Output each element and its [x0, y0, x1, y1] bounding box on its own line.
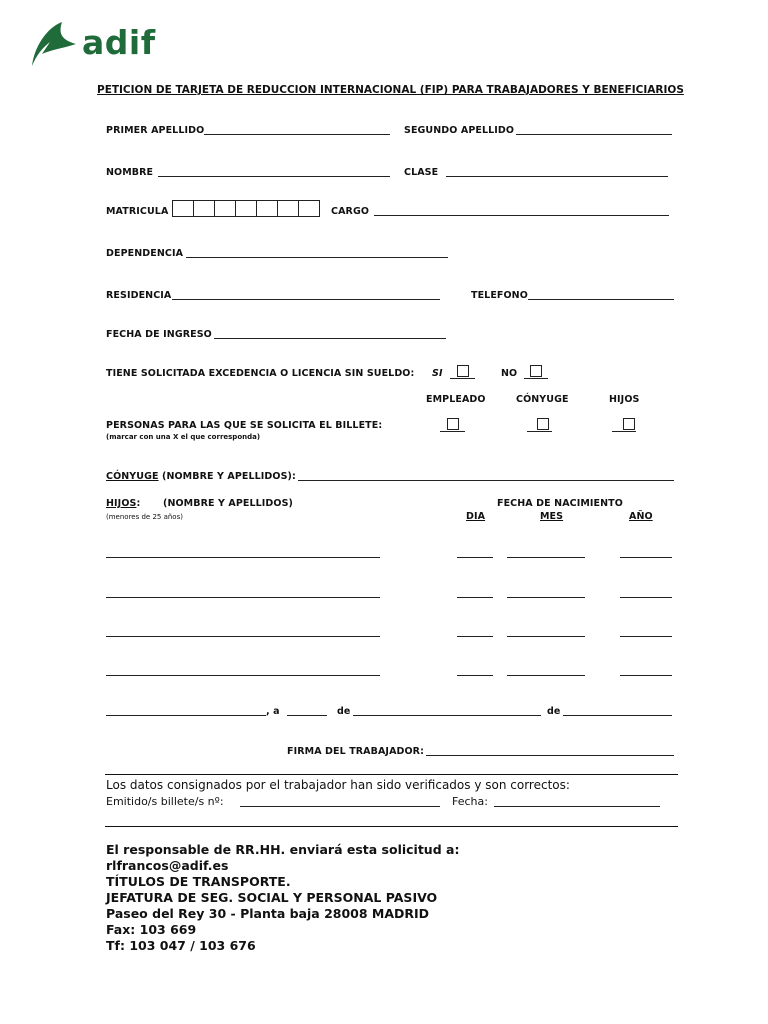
section-divider-bottom [105, 826, 678, 827]
footer-line: El responsable de RR.HH. enviará esta solicitud a: [106, 842, 460, 857]
primer-apellido-field[interactable] [204, 134, 390, 135]
personas-instruction: (marcar con una X el que corresponda) [106, 433, 261, 441]
hijos-nombre-label: (NOMBRE Y APELLIDOS) [163, 498, 293, 509]
hijo-nombre-field[interactable] [106, 557, 380, 558]
hijos-checkbox-underline [612, 431, 636, 432]
hijo-dia-field[interactable] [457, 675, 493, 676]
matricula-label: MATRICULA [106, 206, 169, 217]
footer-address: Paseo del Rey 30 - Planta baja 28008 MADRID [106, 906, 430, 921]
conyuge-column-label: CÓNYUGE [516, 394, 569, 405]
emitido-field[interactable] [240, 806, 440, 807]
si-checkbox[interactable] [457, 365, 469, 377]
hijos-note: (menores de 25 años) [106, 513, 183, 521]
conyuge-label [106, 471, 296, 482]
empleado-checkbox-underline [440, 431, 465, 432]
date-de-text-2: de [547, 706, 561, 717]
verification-title: Los datos consignados por el trabajador han sido verificados y son correctos: [106, 778, 570, 792]
matricula-digit-box[interactable] [257, 201, 278, 216]
telefono-label: TELEFONO [471, 290, 528, 301]
personas-question: PERSONAS PARA LAS QUE SE SOLICITA EL BILLETE: [106, 420, 383, 431]
conyuge-label-rest: (NOMBRE Y APELLIDOS): [158, 471, 296, 482]
conyuge-label-word: CÓNYUGE [106, 471, 159, 482]
hijos-label [106, 498, 140, 509]
fecha-field[interactable] [494, 806, 660, 807]
residencia-field[interactable] [172, 299, 440, 300]
firma-field[interactable] [426, 755, 674, 756]
matricula-digit-box[interactable] [215, 201, 236, 216]
nombre-label: NOMBRE [106, 167, 154, 178]
anio-label: AÑO [629, 511, 653, 522]
lugar-field[interactable] [106, 715, 266, 716]
hijos-label-colon: : [136, 498, 141, 509]
fecha-ingreso-field[interactable] [214, 338, 446, 339]
footer-phone: Tf: 103 047 / 103 676 [106, 938, 256, 953]
date-de-text: de [337, 706, 351, 717]
hijo-nombre-field[interactable] [106, 675, 380, 676]
fecha-label: Fecha: [452, 795, 488, 808]
mes-label: MES [540, 511, 564, 522]
no-checkbox-underline [524, 378, 548, 379]
hijo-dia-field[interactable] [457, 597, 493, 598]
fecha-ingreso-label: FECHA DE INGRESO [106, 329, 212, 340]
conyuge-field[interactable] [298, 480, 674, 481]
matricula-digit-box[interactable] [278, 201, 299, 216]
section-divider-top [105, 774, 678, 775]
hijos-checkbox[interactable] [623, 418, 635, 430]
si-checkbox-underline [450, 378, 475, 379]
matricula-digit-box[interactable] [194, 201, 215, 216]
no-label: NO [501, 368, 518, 379]
dependencia-field[interactable] [186, 257, 448, 258]
empleado-checkbox[interactable] [447, 418, 459, 430]
segundo-apellido-field[interactable] [516, 134, 672, 135]
adif-leaf-icon [28, 20, 80, 68]
fecha-nacimiento-label: FECHA DE NACIMIENTO [497, 498, 623, 509]
hijo-mes-field[interactable] [507, 557, 585, 558]
hijo-mes-field[interactable] [507, 597, 585, 598]
footer-fax: Fax: 103 669 [106, 922, 197, 937]
hijo-anio-field[interactable] [620, 557, 672, 558]
empleado-column-label: EMPLEADO [426, 394, 486, 405]
matricula-boxes[interactable] [172, 200, 320, 217]
footer-line: JEFATURA DE SEG. SOCIAL Y PERSONAL PASIVO [106, 890, 438, 905]
si-label: SI [432, 368, 443, 379]
mes-firma-field[interactable] [353, 715, 541, 716]
matricula-digit-box[interactable] [299, 201, 319, 216]
matricula-digit-box[interactable] [236, 201, 257, 216]
footer-email[interactable]: rlfrancos@adif.es [106, 858, 229, 873]
hijo-anio-field[interactable] [620, 636, 672, 637]
excedencia-question: TIENE SOLICITADA EXCEDENCIA O LICENCIA SIN SUELDO: [106, 368, 415, 379]
firma-label: FIRMA DEL TRABAJADOR: [287, 746, 424, 757]
no-checkbox[interactable] [530, 365, 542, 377]
hijo-anio-field[interactable] [620, 675, 672, 676]
hijo-anio-field[interactable] [620, 597, 672, 598]
conyuge-checkbox-underline [527, 431, 552, 432]
adif-logo [28, 20, 188, 70]
hijo-mes-field[interactable] [507, 636, 585, 637]
form-title: PETICION DE TARJETA DE REDUCCION INTERNACIONAL (FIP) PARA TRABAJADORES Y BENEFICIARIOS [97, 84, 684, 96]
segundo-apellido-label: SEGUNDO APELLIDO [404, 125, 515, 136]
hijo-dia-field[interactable] [457, 636, 493, 637]
nombre-field[interactable] [158, 176, 390, 177]
emitido-label: Emitido/s billete/s nº: [106, 795, 224, 808]
primer-apellido-label: PRIMER APELLIDO [106, 125, 205, 136]
residencia-label: RESIDENCIA [106, 290, 172, 301]
cargo-field[interactable] [374, 215, 669, 216]
clase-field[interactable] [446, 176, 668, 177]
hijo-nombre-field[interactable] [106, 636, 380, 637]
adif-logo-text: adif [82, 23, 156, 62]
date-a-text: , a [266, 706, 280, 717]
clase-label: CLASE [404, 167, 439, 178]
hijo-nombre-field[interactable] [106, 597, 380, 598]
hijo-mes-field[interactable] [507, 675, 585, 676]
hijo-dia-field[interactable] [457, 557, 493, 558]
dependencia-label: DEPENDENCIA [106, 248, 184, 259]
conyuge-checkbox[interactable] [537, 418, 549, 430]
dia-label: DIA [466, 511, 486, 522]
matricula-digit-box[interactable] [173, 201, 194, 216]
cargo-label: CARGO [331, 206, 370, 217]
footer-line: TÍTULOS DE TRANSPORTE. [106, 874, 291, 889]
hijos-column-label: HIJOS [609, 394, 640, 405]
anio-firma-field[interactable] [563, 715, 672, 716]
telefono-field[interactable] [528, 299, 674, 300]
dia-firma-field[interactable] [287, 715, 327, 716]
hijos-label-word: HIJOS [106, 498, 137, 509]
